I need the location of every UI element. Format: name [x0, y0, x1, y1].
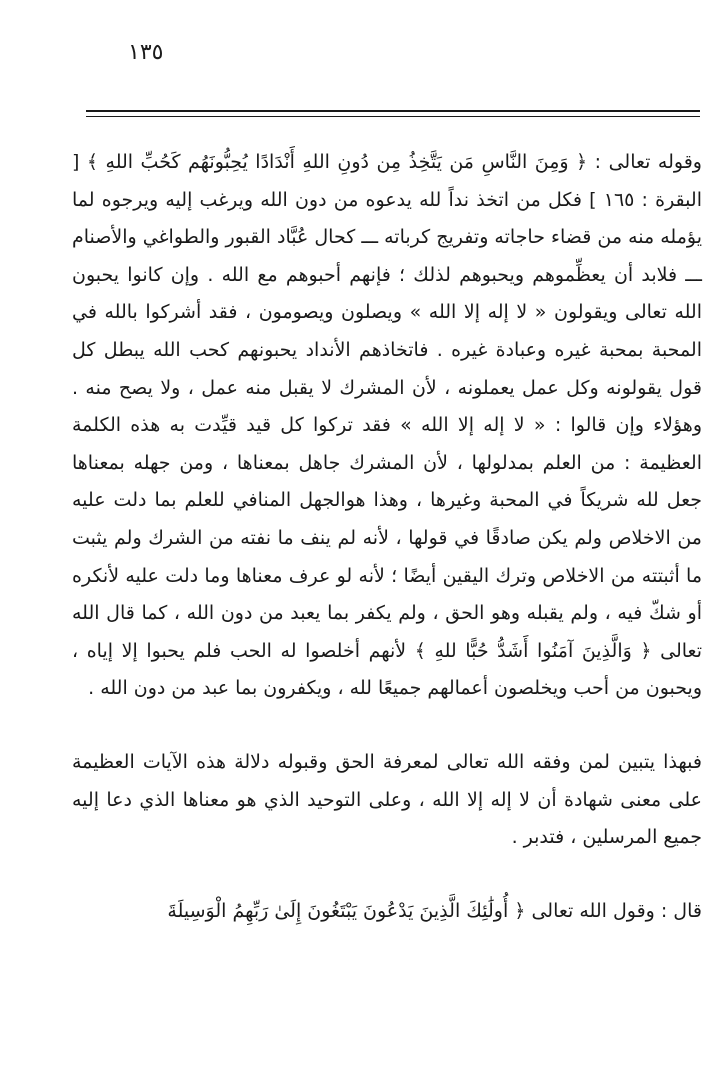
page-number: ١٣٥: [128, 40, 164, 65]
header-rule-thin: [86, 116, 700, 117]
paragraph: وقوله تعالى : ﴿ وَمِنَ النَّاسِ مَن يَتَّخِذُ مِن دُونِ اللهِ أَنْدَادًا يُحِبُّونَهُم كَحُبِّ اللهِ ﴾ [ البقرة : ١٦٥ ] فكل من اتخذ نداً لله يدعوه من دون الله ويرغب إليه ويرجوه لما يؤمله منه من قضاء حاجاته وتفريج كرباته ـــ كحال عُبَّاد القبور والطواغي والأصنام ـــ فلابد أن يعظِّموهم ويحبوهم لذلك ؛ فإنهم أحبوهم مع الله . وإن كانوا يحبون الله تعالى ويقولون « لا إله إلا الله » ويصلون ويصومون ، فقد أشركوا بالله في المحبة بمحبة غيره وعبادة غيره . فاتخاذهم الأنداد يحبونهم كحب الله يبطل كل قول يقولونه وكل عمل يعملونه ، لأن المشرك لا يقبل منه عمل ، ولا يصح منه . وهؤلاء وإن قالوا : « لا إله إلا الله » فقد تركوا كل قيد قيِّدت به هذه الكلمة العظيمة : من العلم بمدلولها ، لأن المشرك جاهل بمعناها ، ومن جهله بمعناها جعل لله شريكاً في المحبة وغيرها ، وهذا هوالجهل المنافي للعلم بما دلت عليه من الاخلاص ولم يكن صادقًا في قولها ، لأنه لم ينف ما نفته من الشرك ولم يثبت ما أثبتته من الاخلاص وترك اليقين أيضًا ؛ لأنه لو عرف معناها وما دلت عليه لأنكره أو شكّ فيه ، ولم يقبله وهو الحق ، ولم يكفر بما يعبد من دون الله ، كما قال الله تعالى ﴿ وَالَّذِينَ آمَنُوا أَشَدُّ حُبًّا للهِ ﴾ لأنهم أخلصوا له الحب فلم يحبوا إلا إياه ، ويحبون من أحب ويخلصون أعمالهم جميعًا لله ، ويكفرون بما عبد من دون الله .: [72, 151, 702, 700]
header-rule-thick: [86, 110, 700, 112]
body-text: [72, 144, 702, 930]
paragraph: فبهذا يتبين لمن وفقه الله تعالى لمعرفة الحق وقبوله دلالة هذه الآيات العظيمة على معنى شهادة أن لا إله إلا الله ، وعلى التوحيد الذي هو معناها الذي دعا إليه جميع المرسلين ، فتدبر .: [72, 750, 702, 849]
paragraph: قال : وقول الله تعالى ﴿ أُولَٰئِكَ الَّذِينَ يَدْعُونَ يَبْتَغُونَ إِلَىٰ رَبِّهِمُ الْوَسِيلَةَ: [167, 899, 702, 922]
